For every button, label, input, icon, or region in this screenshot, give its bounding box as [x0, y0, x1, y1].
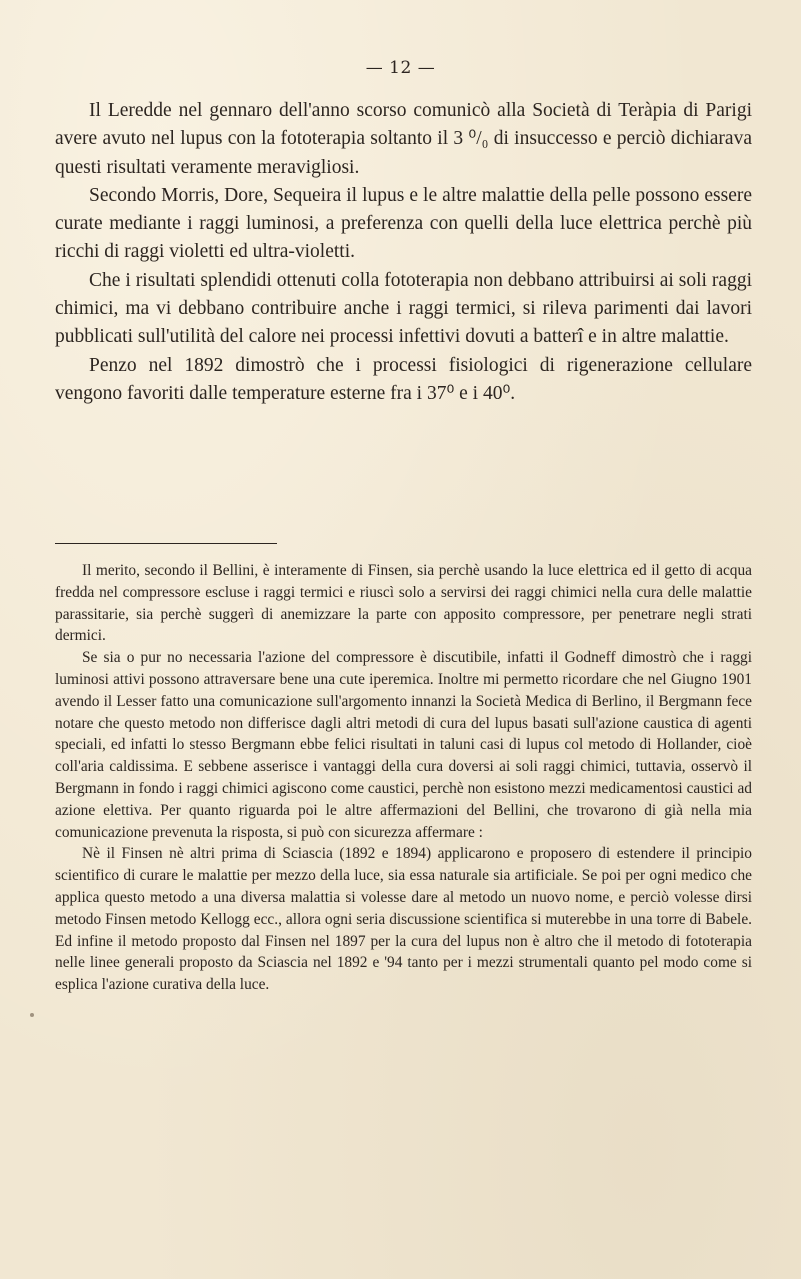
paper-speck — [30, 1013, 34, 1017]
main-paragraph: Che i risultati splendidi ottenuti colla fototerapia non debbano attribuirsi ai soli raggi chimici, ma vi debbano contribuire anche i raggi termici, si rileva parimenti dai lavori pubblicati sull'utilità del calore nei processi infettivi dovuti a batterî e in altre malattie. — [55, 269, 752, 348]
footnote-paragraph: Il merito, secondo il Bellini, è interamente di Finsen, sia perchè usando la luce elettrica ed il getto di acqua fredda nel compressore escluse i raggi termici e riuscì solo a servirsi dei raggi chimici nella cura delle malattie parassitarie, sia perchè suggerì di anemizzare la parte con apposito compressore, per penetrare negli strati dermici. — [55, 562, 752, 645]
footnote-separator-rule — [55, 543, 277, 544]
footnote-paragraph: Nè il Finsen nè altri prima di Sciascia (1892 e 1894) applicarono e proposero di estendere il principio scientifico di curare le malattie per mezzo della luce, sia essa naturale sia artificiale. Se poi per ogni medico che applica questo metodo a una diversa malattia si volesse dare al metodo un nuovo nome, e perciò volesse dirsi metodo Finsen metodo Kellogg ecc., allora ogni seria discussione scientifica si muterebbe in una torre di Babele. Ed infine il metodo proposto dal Finsen nel 1897 per la cura del lupus non è altro che il metodo di fototerapia nelle linee generali proposto da Sciascia nel 1892 e '94 tanto per i mezzi strumentali quanto pel modo come si esplica l'azione curativa della luce. — [55, 845, 752, 994]
footnote-block — [55, 560, 752, 996]
main-paragraph: Penzo nel 1892 dimostrò che i processi fisiologici di rigenerazione cellulare vengono favoriti dalle temperature esterne fra i 37⁰ e i 40⁰. — [55, 354, 752, 404]
footnote-paragraph: Se sia o pur no necessaria l'azione del compressore è discutibile, infatti il Godneff dimostrò che i raggi luminosi attivi possono attraversare bene una cute iperemica. Inoltre mi permetto ricordare che nel Giugno 1901 avendo il Lesser fatto una comunicazione sull'argomento innanzi la Società Medica di Berlino, il Bergmann fece notare che questo metodo non differisce dagli altri metodi di cura del lupus basati sull'azione caustica di agenti speciali, ed infatti lo stesso Bergmann ebbe felici risultati in taluni casi di lupus col metodo di Hollander, cioè coll'aria caldissima. E sebbene asserisce i vantaggi della cura doversi ai soli raggi chimici, tuttavia, osservò il Bergmann in fondo i raggi chimici agiscono come caustici, perchè non esistono mezzi medicamentosi caustici ad azione elettiva. Per quanto riguarda poi le altre affermazioni del Bellini, che trovarono di già nella mia comunicazione prevenuta la risposta, si può con sicurezza affermare : — [55, 649, 752, 841]
main-paragraph: Il Leredde nel gennaro dell'anno scorso comunicò alla Società di Teràpia di Parigi avere avuto nel lupus con la fototerapia soltanto il 3 ⁰/₀ di insuccesso e perciò dichiarava questi risultati veramente meravigliosi. — [55, 100, 752, 178]
main-text-block — [55, 97, 752, 408]
page-number: — 12 — — [365, 58, 436, 78]
main-paragraph: Secondo Morris, Dore, Sequeira il lupus e le altre malattie della pelle possono essere curate mediante i raggi luminosi, a preferenza con quelli della luce elettrica perchè più ricchi di raggi violetti ed ultra-violetti. — [55, 184, 752, 263]
